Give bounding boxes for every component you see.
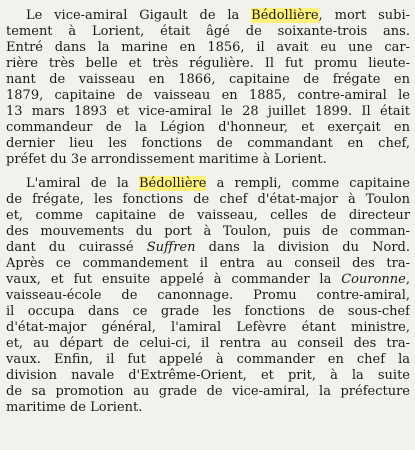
ship-name: Suffren bbox=[146, 240, 196, 255]
text-run: , mort subi- bbox=[318, 8, 410, 23]
text-run: Après ce commandement il entra au conseil des tra- bbox=[6, 256, 410, 271]
text-line bbox=[6, 368, 410, 384]
text-run: tement à Lorient, était âgé de soixante-trois ans. bbox=[6, 24, 410, 39]
text-line bbox=[6, 72, 410, 88]
text-run: d'état-major général, l'amiral Lefèvre étant ministre, bbox=[6, 320, 410, 335]
highlighted-name: Bédollière bbox=[251, 8, 319, 23]
ship-name: Couronne bbox=[341, 272, 406, 287]
text-line bbox=[6, 192, 410, 208]
text-line bbox=[6, 152, 410, 168]
text-line bbox=[6, 272, 410, 288]
text-run: Le vice-amiral Gigault de la bbox=[26, 8, 252, 23]
text-run: dans la division du Nord. bbox=[195, 240, 410, 255]
text-line bbox=[6, 88, 410, 104]
text-run: des mouvements du port à Toulon, puis de comman- bbox=[6, 224, 410, 239]
text-line bbox=[6, 224, 410, 240]
text-line bbox=[6, 104, 410, 120]
text-line bbox=[6, 120, 410, 136]
text-run: vaisseau-école de canonnage. Promu contre-amiral, bbox=[6, 288, 410, 303]
text-run: maritime de Lorient. bbox=[6, 400, 143, 415]
text-run: préfet du 3e arrondissement maritime à Lorient. bbox=[6, 152, 327, 167]
text-line bbox=[6, 400, 410, 416]
text-line bbox=[6, 304, 410, 320]
text-run: division navale d'Extrême-Orient, et prit, à la suite bbox=[6, 368, 410, 383]
text-run: rière très belle et très régulière. Il fut promu lieute- bbox=[6, 56, 410, 71]
text-line bbox=[6, 320, 410, 336]
text-line bbox=[6, 56, 410, 72]
text-run: , bbox=[405, 272, 410, 287]
text-line bbox=[6, 384, 410, 400]
text-line bbox=[6, 288, 410, 304]
text-run: dant du cuirassé bbox=[6, 240, 147, 255]
text-run: a rempli, comme capitaine bbox=[206, 176, 410, 191]
text-run: et, comme capitaine de vaisseau, celles de directeur bbox=[6, 208, 410, 223]
text-run: L'amiral de la bbox=[26, 176, 139, 191]
text-run: nant de vaisseau en 1866, capitaine de frégate en bbox=[6, 72, 410, 87]
text-line bbox=[6, 40, 410, 56]
text-run: Entré dans la marine en 1856, il avait eu une car- bbox=[6, 40, 410, 55]
text-line bbox=[6, 352, 410, 368]
text-run: de frégate, les fonctions de chef d'état-major à Toulon bbox=[6, 192, 410, 207]
text-run: 13 mars 1893 et vice-amiral le 28 juillet 1899. Il était bbox=[6, 104, 410, 119]
text-run: dernier lieu les fonctions de commandant en chef, bbox=[6, 136, 410, 151]
text-line bbox=[6, 208, 410, 224]
text-run: vaux, et fut ensuite appelé à commander la bbox=[6, 272, 342, 287]
text-run: de sa promotion au grade de vice-amiral, la préfecture bbox=[6, 384, 410, 399]
text-line bbox=[6, 240, 410, 256]
text-run: et, au départ de celui-ci, il rentra au conseil des tra- bbox=[6, 336, 410, 351]
text-line bbox=[6, 136, 410, 152]
text-line bbox=[6, 24, 410, 40]
text-run: commandeur de la Légion d'honneur, et exerçait en bbox=[6, 120, 410, 135]
text-run: vaux. Enfin, il fut appelé à commander en chef la bbox=[6, 352, 410, 367]
text-line bbox=[26, 8, 410, 24]
text-line bbox=[6, 256, 410, 272]
text-line bbox=[26, 176, 410, 192]
text-run: 1879, capitaine de vaisseau en 1885, contre-amiral le bbox=[6, 88, 410, 103]
text-run: il occupa dans ce grade les fonctions de sous-chef bbox=[6, 304, 410, 319]
text-line bbox=[6, 336, 410, 352]
highlighted-name: Bédollière bbox=[138, 176, 207, 191]
